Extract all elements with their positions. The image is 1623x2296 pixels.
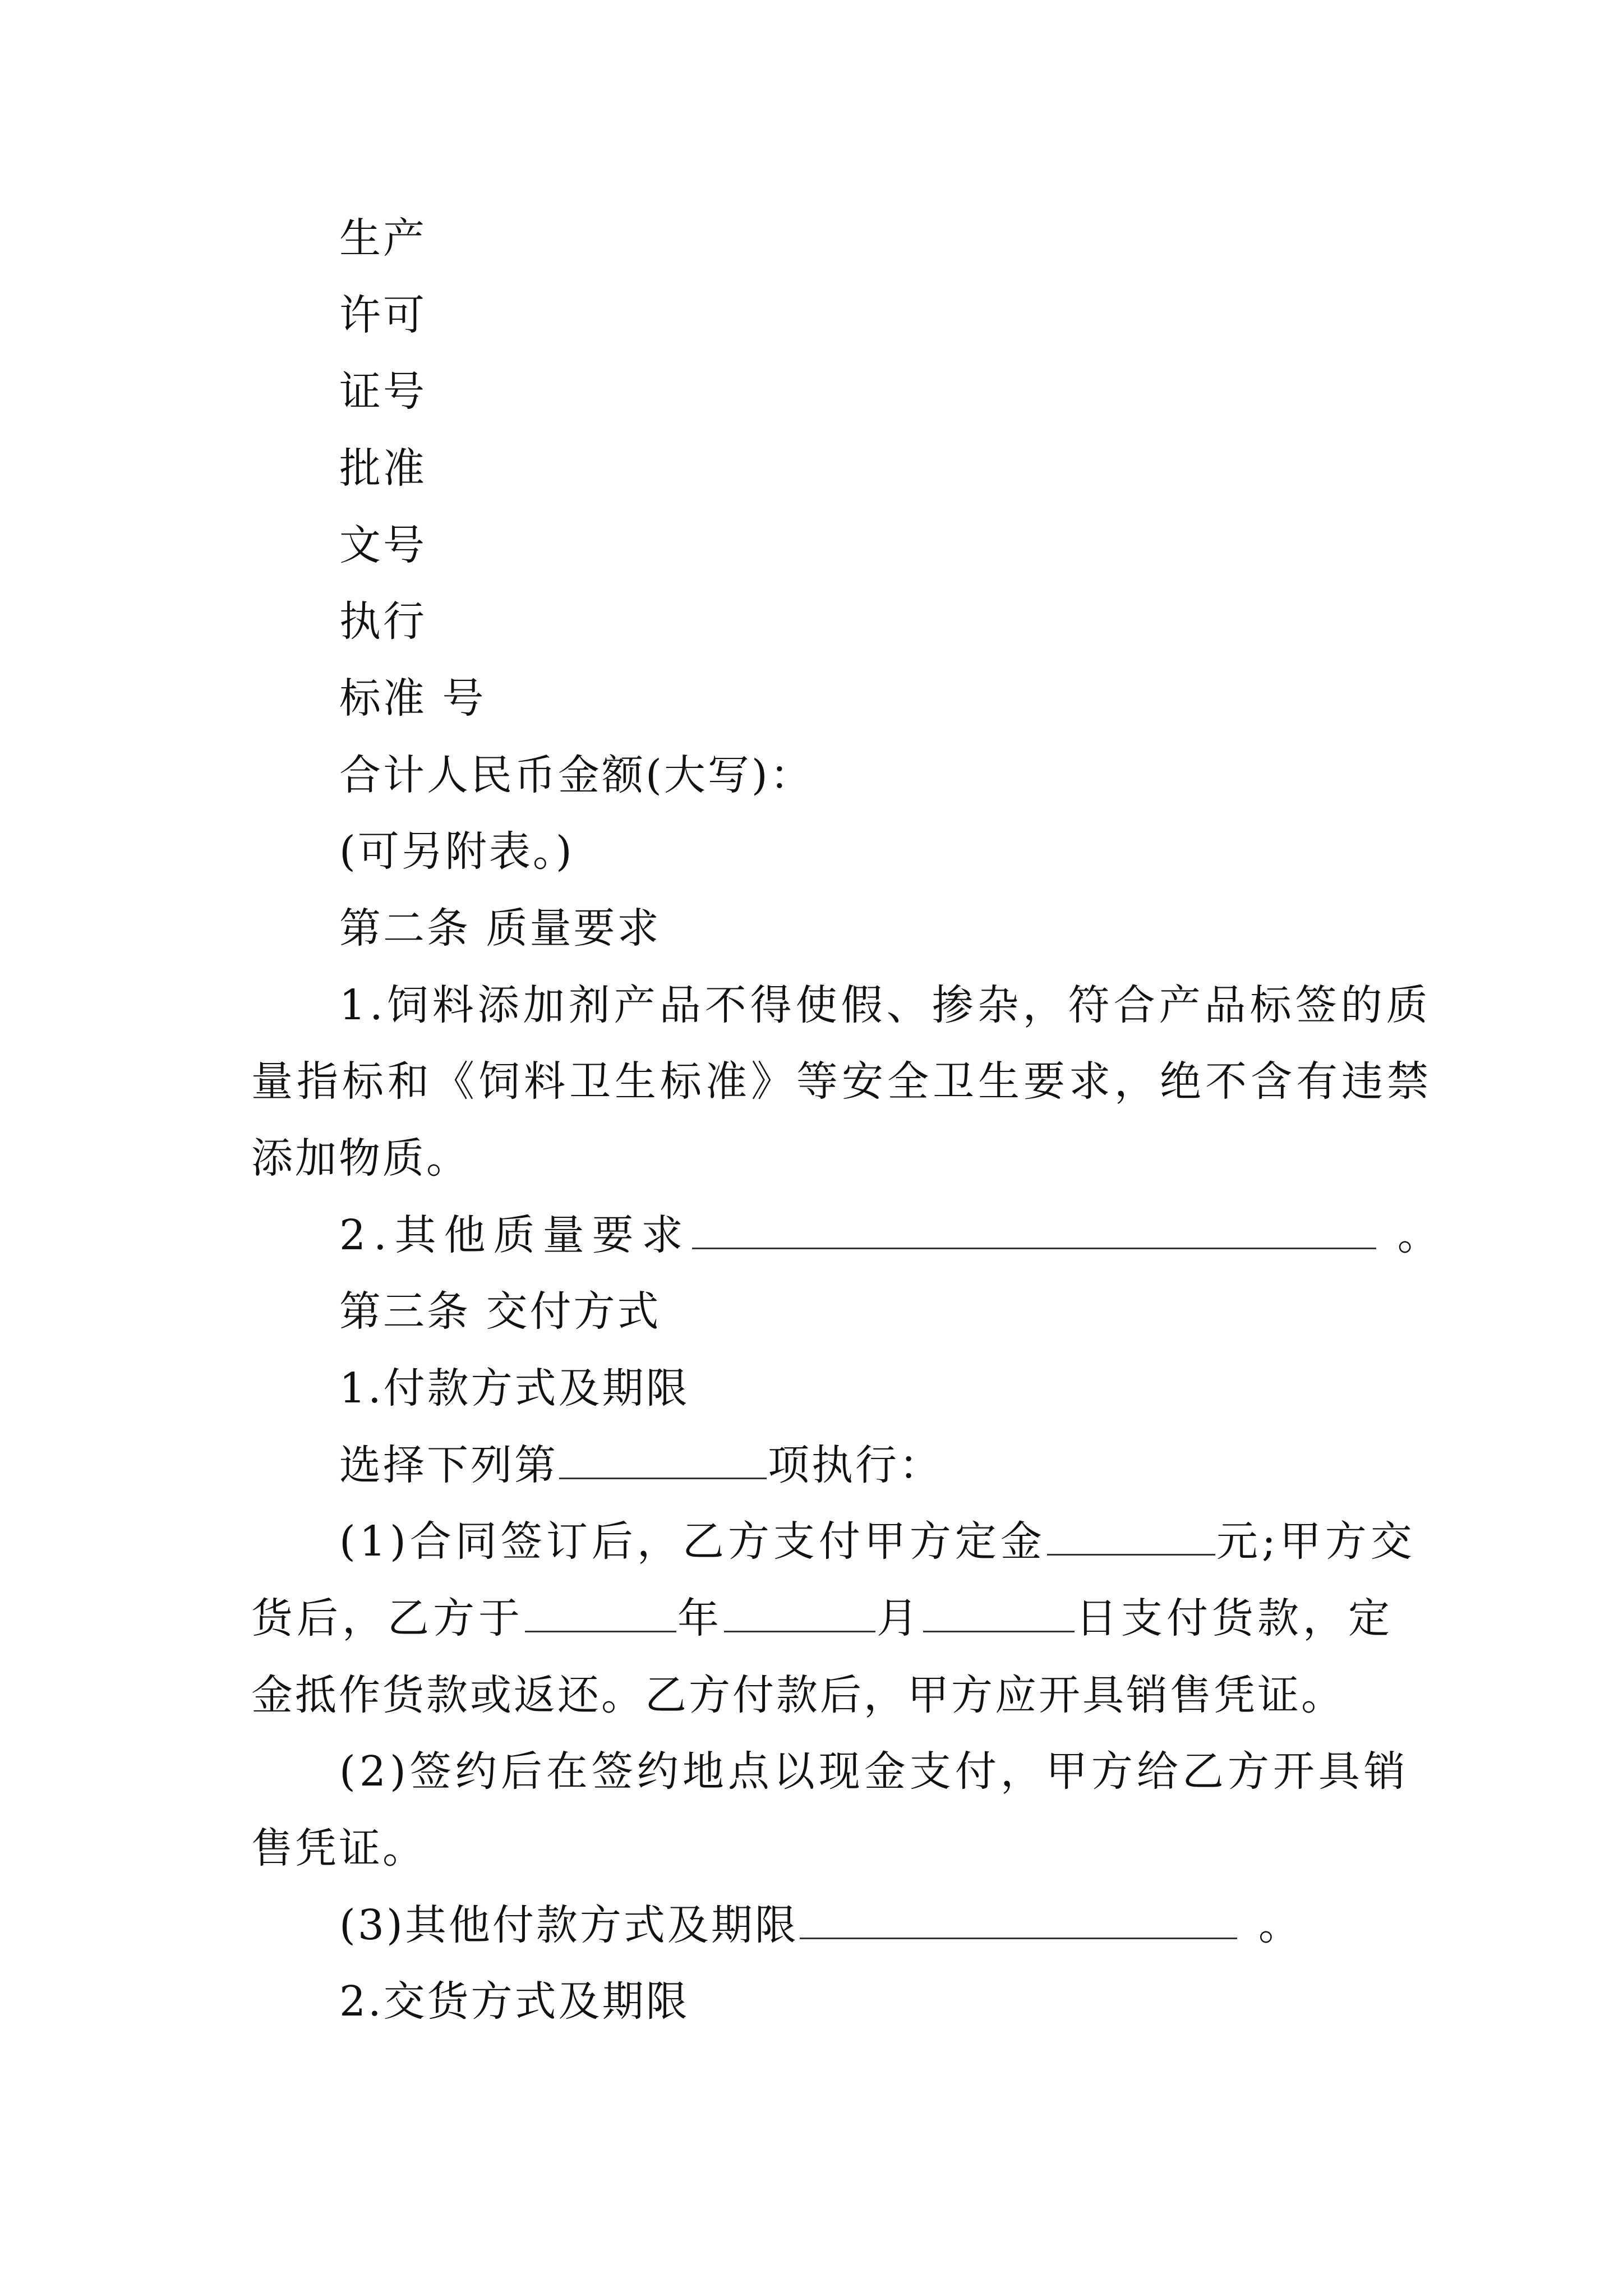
deposit-amount-blank	[1047, 1515, 1215, 1556]
payment-option-1-line-2: 货后，乙方于 年 月 日支付货款，定	[251, 1590, 1394, 1646]
payment-option-2-line-1: (2)签约后在签约地点以现金支付，甲方给乙方开具销	[339, 1747, 1409, 1796]
quality-item-2	[339, 1207, 1447, 1263]
quality-item-2-period: 。	[1397, 1211, 1447, 1259]
attachment-note: (可另附表。)	[339, 827, 574, 876]
label-execution: 执行	[339, 597, 427, 646]
quality-item-1-line-2: 量指标和《饲料卫生标准》等安全卫生要求，绝不含有违禁	[251, 1057, 1432, 1106]
payment-option-1-line-1: (1)合同签订后，乙方支付甲方定金 元;甲方交	[339, 1513, 1416, 1570]
payment-option-select: 选择下列第 项执行：	[339, 1437, 943, 1493]
article-2-heading: 第二条 质量要求	[339, 904, 661, 953]
total-amount-line: 合计人民币金额(大写)：	[339, 751, 814, 799]
other-quality-blank	[692, 1208, 1376, 1249]
month-blank	[724, 1591, 875, 1632]
label-standard-number: 标准 号	[339, 674, 486, 723]
article-3-heading: 第三条 交付方式	[339, 1287, 661, 1336]
payment-option-3: (3)其他付款方式及期限 。	[339, 1897, 1302, 1953]
day-blank	[923, 1591, 1075, 1632]
year-blank	[525, 1591, 676, 1632]
label-production: 生产	[339, 214, 427, 263]
delivery-heading: 2.交货方式及期限	[339, 1977, 690, 2026]
option-number-blank	[559, 1438, 767, 1479]
label-document-number: 文号	[339, 521, 427, 569]
label-license: 许可	[339, 291, 427, 339]
payment-option-2-line-2: 售凭证。	[251, 1824, 426, 1872]
payment-heading: 1.付款方式及期限	[339, 1364, 690, 1412]
payment-option-1-line-3: 金抵作货款或返还。乙方付款后，甲方应开具销售凭证。	[251, 1671, 1345, 1719]
quality-item-2-label: 2.其他质量要求	[339, 1211, 691, 1259]
label-approval: 批准	[339, 444, 427, 493]
label-certificate-number: 证号	[339, 367, 427, 416]
other-payment-blank	[800, 1898, 1237, 1939]
quality-item-1-line-3: 添加物质。	[251, 1134, 470, 1182]
quality-item-1-line-1: 1.饲料添加剂产品不得使假、掺杂，符合产品标签的质	[339, 981, 1432, 1029]
